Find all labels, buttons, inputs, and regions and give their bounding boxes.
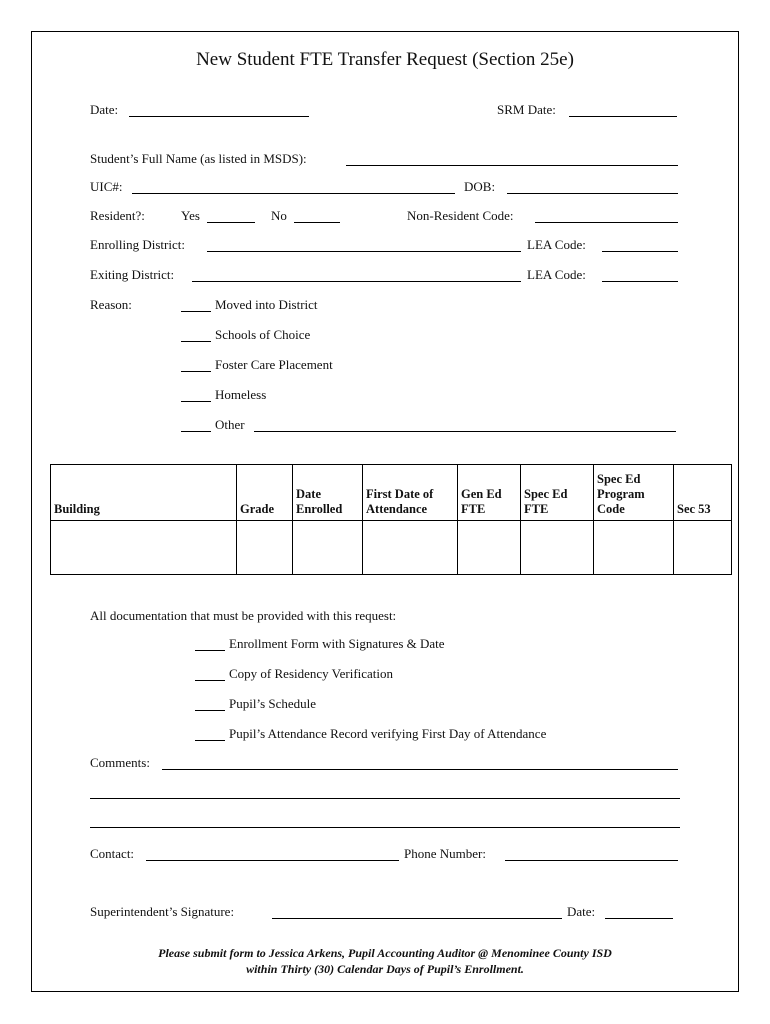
lea-code-enrolling-field[interactable]	[602, 251, 678, 252]
doc-checkbox-schedule[interactable]	[195, 710, 225, 711]
resident-label: Resident?:	[90, 208, 145, 223]
reason-checkbox-other[interactable]	[181, 431, 211, 432]
exiting-district-field[interactable]	[192, 281, 521, 282]
cell-grade[interactable]	[237, 521, 293, 575]
reason-checkbox-homeless[interactable]	[181, 401, 211, 402]
srm-date-label: SRM Date:	[497, 102, 556, 117]
reason-other-field[interactable]	[254, 431, 676, 432]
resident-yes-label: Yes	[181, 208, 200, 223]
reason-other-label: Other	[215, 417, 245, 432]
cell-gen-ed-fte[interactable]	[458, 521, 521, 575]
doc-residency-label: Copy of Residency Verification	[229, 666, 394, 681]
comments-field-line-1[interactable]	[162, 769, 678, 770]
col-first-date: First Date of Attendance	[363, 465, 458, 521]
documentation-heading: All documentation that must be provided with this request:	[90, 608, 397, 623]
signature-date-label: Date:	[567, 904, 596, 919]
col-date-enrolled: Date Enrolled	[293, 465, 363, 521]
doc-attendance-label: Pupil’s Attendance Record verifying First Day of Attendance	[229, 726, 547, 741]
enrollment-table	[50, 464, 732, 575]
col-building: Building	[51, 465, 237, 521]
date-label: Date:	[90, 102, 119, 117]
lea-code-enrolling-label: LEA Code:	[527, 237, 586, 252]
cell-spec-ed-program-code[interactable]	[594, 521, 674, 575]
srm-date-field[interactable]	[569, 116, 677, 117]
lea-code-exiting-label: LEA Code:	[527, 267, 586, 282]
doc-checkbox-enrollment[interactable]	[195, 650, 225, 651]
contact-label: Contact:	[90, 846, 135, 861]
table-header-row	[51, 465, 732, 521]
footer-line-2: within Thirty (30) Calendar Days of Pupil’s Enrollment.	[246, 962, 524, 976]
resident-no-label: No	[271, 208, 287, 223]
enrolling-district-label: Enrolling District:	[90, 237, 185, 252]
reason-moved-label: Moved into District	[215, 297, 318, 312]
doc-checkbox-residency[interactable]	[195, 680, 225, 681]
dob-field[interactable]	[507, 193, 678, 194]
doc-checkbox-attendance[interactable]	[195, 740, 225, 741]
comments-label: Comments:	[90, 755, 150, 770]
cell-first-date[interactable]	[363, 521, 458, 575]
reason-checkbox-moved[interactable]	[181, 311, 211, 312]
col-spec-ed-fte: Spec Ed FTE	[521, 465, 594, 521]
col-sec-53: Sec 53	[674, 465, 732, 521]
resident-no-field[interactable]	[294, 222, 340, 223]
reason-checkbox-foster[interactable]	[181, 371, 211, 372]
comments-field-line-2[interactable]	[90, 798, 680, 799]
footer-line-1: Please submit form to Jessica Arkens, Pupil Accounting Auditor @ Menominee County ISD	[158, 946, 612, 960]
contact-field[interactable]	[146, 860, 399, 861]
cell-building[interactable]	[51, 521, 237, 575]
comments-field-line-3[interactable]	[90, 827, 680, 828]
table-row	[51, 521, 732, 575]
uic-field[interactable]	[132, 193, 455, 194]
cell-date-enrolled[interactable]	[293, 521, 363, 575]
col-spec-ed-program-code: Spec Ed Program Code	[594, 465, 674, 521]
reason-checkbox-choice[interactable]	[181, 341, 211, 342]
dob-label: DOB:	[464, 179, 496, 194]
resident-yes-field[interactable]	[207, 222, 255, 223]
col-gen-ed-fte: Gen Ed FTE	[458, 465, 521, 521]
reason-foster-label: Foster Care Placement	[215, 357, 333, 372]
col-grade: Grade	[237, 465, 293, 521]
reason-label: Reason:	[90, 297, 132, 312]
cell-sec-53[interactable]	[674, 521, 732, 575]
reason-choice-label: Schools of Choice	[215, 327, 311, 342]
uic-label: UIC#:	[90, 179, 123, 194]
signature-date-field[interactable]	[605, 918, 673, 919]
enrolling-district-field[interactable]	[207, 251, 521, 252]
doc-schedule-label: Pupil’s Schedule	[229, 696, 317, 711]
phone-field[interactable]	[505, 860, 678, 861]
full-name-field[interactable]	[346, 165, 678, 166]
phone-label: Phone Number:	[404, 846, 486, 861]
signature-field[interactable]	[272, 918, 562, 919]
reason-homeless-label: Homeless	[215, 387, 267, 402]
non-resident-code-label: Non-Resident Code:	[407, 208, 514, 223]
full-name-label: Student’s Full Name (as listed in MSDS):	[90, 151, 307, 166]
signature-label: Superintendent’s Signature:	[90, 904, 235, 919]
non-resident-code-field[interactable]	[535, 222, 678, 223]
form-title: New Student FTE Transfer Request (Section 25e)	[196, 49, 574, 70]
cell-spec-ed-fte[interactable]	[521, 521, 594, 575]
doc-enrollment-label: Enrollment Form with Signatures & Date	[229, 636, 445, 651]
date-field[interactable]	[129, 116, 309, 117]
exiting-district-label: Exiting District:	[90, 267, 175, 282]
lea-code-exiting-field[interactable]	[602, 281, 678, 282]
